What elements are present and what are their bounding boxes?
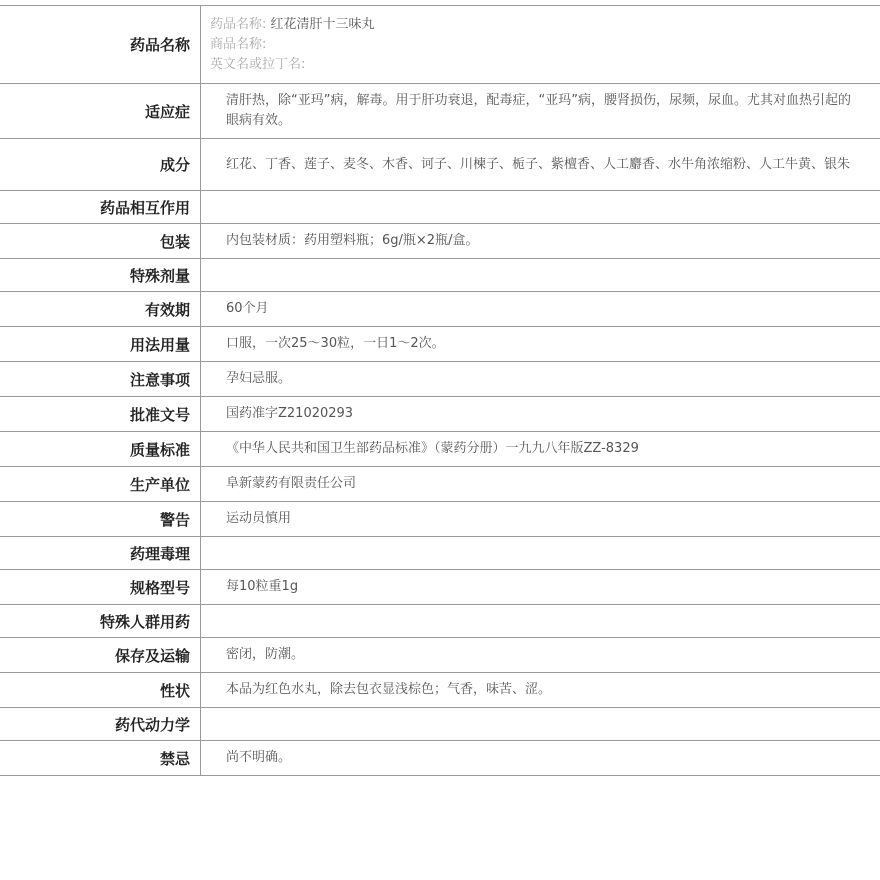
row-drug-name	[0, 6, 880, 84]
row-value: 每10粒重1g	[201, 570, 880, 605]
english-name-line	[210, 55, 860, 75]
row-label: 规格型号	[0, 570, 201, 605]
row-storage	[0, 638, 880, 673]
trade-name-line	[210, 35, 860, 55]
row-precautions	[0, 362, 880, 397]
row-label: 成分	[0, 139, 201, 191]
row-special-dosage	[0, 259, 880, 292]
row-label: 药品相互作用	[0, 191, 201, 224]
row-value: 《中华人民共和国卫生部药品标准》（蒙药分册）一九九八年版ZZ-8329	[201, 432, 880, 467]
row-label: 保存及运输	[0, 638, 201, 673]
row-label: 药品名称	[0, 6, 201, 84]
generic-name-value: 红花清肝十三味丸	[270, 16, 375, 32]
row-value	[201, 708, 880, 741]
row-label: 药代动力学	[0, 708, 201, 741]
row-pharmacology	[0, 537, 880, 570]
row-value: 本品为红色水丸，除去包衣显浅棕色；气香，味苦、涩。	[201, 673, 880, 708]
drug-names-cell	[201, 6, 880, 84]
english-name-label: 英文名或拉丁名:	[210, 56, 306, 72]
row-approval-number	[0, 397, 880, 432]
generic-name-label: 药品名称:	[210, 16, 267, 32]
row-manufacturer	[0, 467, 880, 502]
row-label: 用法用量	[0, 327, 201, 362]
row-specification	[0, 570, 880, 605]
row-description	[0, 673, 880, 708]
row-label: 性状	[0, 673, 201, 708]
row-value	[201, 537, 880, 570]
row-value: 运动员慎用	[201, 502, 880, 537]
row-ingredients	[0, 139, 880, 191]
row-indications	[0, 84, 880, 139]
row-label: 特殊人群用药	[0, 605, 201, 638]
row-value: 尚不明确。	[201, 741, 880, 776]
row-label: 适应症	[0, 84, 201, 139]
trade-name-label: 商品名称:	[210, 36, 267, 52]
row-value: 内包装材质：药用塑料瓶；6g/瓶×2瓶/盒。	[201, 224, 880, 259]
row-value: 红花、丁香、莲子、麦冬、木香、诃子、川楝子、栀子、紫檀香、人工麝香、水牛角浓缩粉、人工牛黄、银朱	[201, 139, 880, 191]
row-value: 密闭，防潮。	[201, 638, 880, 673]
row-pharmacokinetics	[0, 708, 880, 741]
row-value: 清肝热，除“亚玛”病，解毒。用于肝功衰退，配毒症，“亚玛”病，腰肾损伤，尿频，尿血。尤其对血热引起的眼病有效。	[201, 84, 880, 139]
row-value: 孕妇忌服。	[201, 362, 880, 397]
row-label: 警告	[0, 502, 201, 537]
row-value	[201, 605, 880, 638]
row-label: 药理毒理	[0, 537, 201, 570]
row-label: 质量标准	[0, 432, 201, 467]
row-label: 生产单位	[0, 467, 201, 502]
row-value	[201, 259, 880, 292]
row-label: 批准文号	[0, 397, 201, 432]
row-special-populations	[0, 605, 880, 638]
row-packaging	[0, 224, 880, 259]
row-label: 包装	[0, 224, 201, 259]
row-label: 有效期	[0, 292, 201, 327]
row-value: 阜新蒙药有限责任公司	[201, 467, 880, 502]
row-value: 60个月	[201, 292, 880, 327]
row-contraindications	[0, 741, 880, 776]
row-value: 国药准字Z21020293	[201, 397, 880, 432]
row-value	[201, 191, 880, 224]
row-warning	[0, 502, 880, 537]
row-shelf-life	[0, 292, 880, 327]
generic-name-line	[210, 15, 860, 35]
row-interactions	[0, 191, 880, 224]
row-value: 口服，一次25～30粒，一日1～2次。	[201, 327, 880, 362]
row-usage	[0, 327, 880, 362]
row-label: 特殊剂量	[0, 259, 201, 292]
drug-info-table	[0, 5, 880, 776]
row-label: 禁忌	[0, 741, 201, 776]
row-label: 注意事项	[0, 362, 201, 397]
row-quality-standard	[0, 432, 880, 467]
